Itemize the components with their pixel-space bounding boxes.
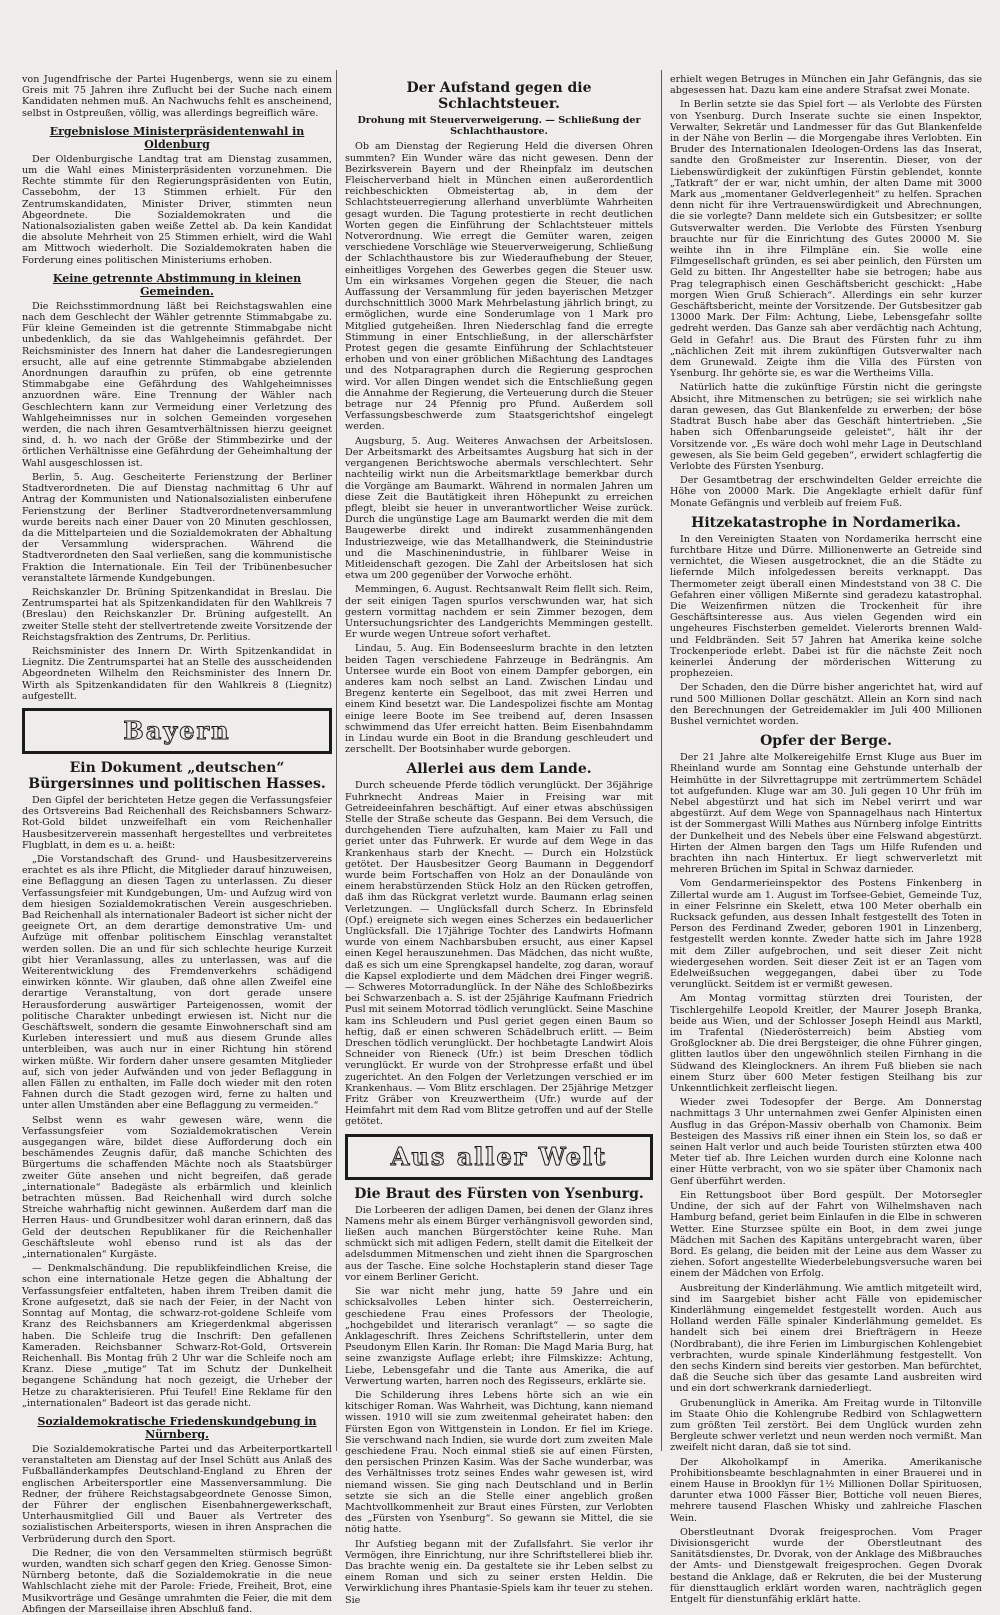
news-item: Reichsminister des Innern Dr. Wirth Spitzenkandidat in Liegnitz. Die Zentrumspartei hat an Stelle des ausscheidenden Abgeordneten Wilhelm den Reichsminister des Innern Dr. Wirth als Spitzenkandidaten für den Wahlkreis 8 (Liegnitz) aufgestellt. xyxy=(22,645,332,702)
article-body: Die Reichsstimmordnung läßt bei Reichstagswahlen eine nach dem Geschlecht der Wähler getrennte Stimmabgabe zu. Für kleine Gemeinden ist die getrennte Stimmabgabe nicht unbedenklich, da sie das Wahlgeheimnis gefährdet. Der Reichsminister des Innern hat daher die Landesregierungen ersucht, alle auf eine getrennte Stimmabgabe abzielenden Anordnungen daraufhin zu prüfen, ob eine getrennte Stimmabgabe eine Gefährdung des Wahlgeheimnisses anzuordnen wäre. Eine Trennung der Wähler nach Geschlechtern kann zur Vermeidung einer Verletzung des Wahlgeheimnisses nur in solchen Gemeinden vorgesehen werden, die nach ihren Gesamtverhältnissen hierzu geeignet sind, d. h. wo nach der Größe der Stimmbezirke und der örtlichen Verhältnisse eine Gefährdung der Geheimhaltung der Wahl ausgeschlossen ist. xyxy=(22,300,332,469)
article-body: Selbst wenn es wahr gewesen wäre, wenn die Verfassungsfeier vom Sozialdemokratischen Verein ausgegangen wäre, bildet diese Aufforderung doch ein beschämendes Zeugnis dafür, daß manche Schichten des Bürgertums die schaffenden Mächte noch als Staatsbürger zweiter Güte ansehen und nicht begreifen, daß gerade „internationale“ Badegäste als erbärmlich und kleinlich betrachten müssen. Bad Reichenhall wird durch solche Streiche wahrhaftig nicht gewinnen. Außerdem darf man die Herren Haus- und Grundbesitzer wohl daran erinnern, daß das Geld der deutschen Republikaner für die Reichenhaller Geschäftsleute wohl ebenso rund ist als das der „internationalen“ Kurgäste. xyxy=(22,1114,332,1261)
article-body: Durch scheuende Pferde tödlich verunglückt. Der 36jährige Fuhrknecht Andreas Maier in Freising war mit Getreideeinfahren beschäftigt. Auf einer etwas abschüssigen Stelle der Straße scheute das Gespann. Bei dem Versuch, die durchgehenden Tiere aufzuhalten, kam Maier zu Fall und geriet unter das Fuhrwerk. Er wurde auf dem Wege in das Krankenhaus starb der Knecht. — Durch ein Holzstück getötet. Der Hausbesitzer Georg Baumann in Deggendorf wurde beim Fortschaffen von Holz an der Donaulände von einem herabstürzenden Stück Holz an den Rücken getroffen, daß ihm das Rückgrat verletzt wurde. Baumann erlag seinen Verletzungen. — Unglücksfall durch Scherz. In Ebrinsfeld (Opf.) ereignete sich wegen eines Scherzes ein bedauerlicher Unglücksfall. Die 17jährige Tochter des Landwirts Hofmann wurde von einem Nachbarsbuben ersucht, aus einer Kapsel einen Kegel herauszunehmen. Das Mädchen, das nicht wußte, daß es sich um eine Sprengkapsel handelte, zog daran, worauf die Kapsel explodierte und dem Mädchen drei Finger wegriß. — Schweres Motorradunglück. In der Nähe des Schloßbezirks bei Schwarzenbach a. S. ist der 25jährige Kaufmann Friedrich Pusl mit seinem Motorrad tödlich verunglückt. Seine Maschine kam ins Schleudern und Pusl geriet gegen einen Baum so heftig, daß er einen schweren Schädelbruch erlitt. — Beim Dreschen tödlich verunglückt. Der hochbetagte Landwirt Alois Schneider von Rieneck (Ufr.) ist beim Dreschen tödlich verunglückt. Er wurde von der Strohpresse erfaßt und übel zugerichtet. An den Folgen der Verletzungen verschied er im Krankenhaus. — Vom Blitz erschlagen. Der 25jährige Metzger Fritz Gräber von Kreuzwertheim (Ufr.) wurde auf der Heimfahrt mit dem Rad vom Blitze getroffen und auf der Stelle getötet. xyxy=(345,780,653,1128)
column-right xyxy=(670,74,982,1605)
news-item: — Denkmalschändung. Die republikfeindlichen Kreise, die schon eine internationale Hetze gegen die Abhaltung der Verfassungsfeier entfalteten, haben ihrem Treiben damit die Krone aufgesetzt, daß sie nach der Feier, in der Nacht von Sonntag auf Montag, die schwarz-rot-goldene Schleife vom Kranz des Reichsbanners am Kriegerdenkmal abgerissen haben. Die Schleife trug die Inschrift: Den gefallenen Kameraden. Reichsbanner Schwarz-Rot-Gold, Ortsverein Reichenhall. Bis Montag früh 2 Uhr war die Schleife noch am Kranz. Diese „mutige“ Tat im Schutz der Dunkelheit begangene Schändung hat noch gezeigt, die Urheber der Hetze zu charakterisieren. Pfui Teufel! Eine Reklame für den „internationalen“ Badeort ist das gerade nicht. xyxy=(22,1263,332,1409)
article-body: Am Montag vormittag stürzten drei Touristen, der Tischlergehilfe Leopold Kreitler, der Maurer Joseph Branka, beide aus Wien, und der Schlosser Joseph Heindl aus Marktl, im Trafental (Niederösterreich) beim Abstieg vom Großglockner ab. Die drei Bergsteiger, die ohne Führer gingen, glitten lautlos über den ungewöhnlich steilen Firnhang in die Südwand des Kleinglockners. An ihrem Fuß blieben sie nach einem Sturz über 600 Meter festigen Steilhang bis zur Unkenntlichkeit zerfleischt liegen. xyxy=(670,993,982,1095)
article-body: In Berlin setzte sie das Spiel fort — als Verlobte des Fürsten von Ysenburg. Durch Inserate suchte sie einen Inspektor, Verwalter, Sekretär und Landmesser für das Gut Blankenfelde in der Nähe von Berlin — die Morgengabe ihres Verlobten. Ein Bruder des Internationalen Ideologen-Ordens las das Inserat, sandte den Großmeister zur Inserentin. Dieser, von der Liebenswürdigkeit der zukünftigen Fürstin geblendet, konnte „Tatkraft“ der er war, nicht umhin, der alten Dame mit 3000 Mark aus „momentaner Geldverlegenheit“ zu helfen. Sprachen denn nicht für ihre Vertrauenswürdigkeit und Abrechnungen, die sie vorlegte? Dann meldete sich ein Gutsbesitzer; er sollte Gutsverwalter werden. Die Verlobte des Fürsten Ysenburg brauchte nur für die Einrichtung des Gutes 20000 M. Sie weihte ihn in ihre Filmpläne ein. Sie wolle eine Filmgesellschaft gründen, es sei aber peinlich, den Fürsten um Geld zu bitten. Ihr Angestellter habe sie betrogen; habe aus Prag telegraphisch einen Geschäftsbericht geschickt: „Habe morgen Wien Gruß Schierach“. Allerdings ein sehr kurzer Geschäftsbericht, meinte der Vorsitzende. Der Gutsbesitzer gab 13000 Mark. Der Film: Achtung, Liebe, Lebensgefahr sollte gedreht werden. Das Ganze sah aber verdächtig nach Achtung, Geld in Gefahr! aus. Die Braut des Fürsten fuhr zu ihm „nächlichen Zeit mit ihrem zukünftigen Gutsverwalter nach dem Grunewald. Zeigte ihm die Villa des Fürsten von Ysenburg. Ihr gehörte sie, es war die Wertheims Villa. xyxy=(670,99,982,380)
article-body: Der Oldenburgische Landtag trat am Dienstag zusammen, um die Wahl eines Ministerpräsidenten vorzunehmen. Die Rechte stimmte für den Regierungspräsidenten von Eutin, Cassebohm, der 13 Stimmen erhielt. Für den Zentrumskandidaten, Minister Driver, stimmten neun Abgeordnete. Die Sozialdemokraten und die Nationalsozialisten gaben weiße Zettel ab. Da kein Kandidat die absolute Mehrheit von 25 Stimmen erhielt, wird die Wahl am Mittwoch wiederholt. Die Sozialdemokraten haben die Forderung eines politischen Ministeriums erhoben. xyxy=(22,153,332,266)
article-continuation: von Jugendfrische der Partei Hugenbergs, wenn sie zu einem Greis mit 75 Jahren ihre Zuflucht bei der Suche nach einem Kandidaten nehmen muß. An Nachwuchs fehlt es anscheinend, selbst in Ostpreußen, völlig, was allerdings begreiflich wäre. xyxy=(22,74,332,119)
article-body: Die Sozialdemokratische Partei und das Arbeiterportkartell veranstalteten am Dienstag auf der Insel Schütt aus Anlaß des Fußballänderkampfes Deutschland-England zu Ehren der englischen Arbeitersportler eine Massenversammlung. Die Redner, der frühere Reichstagsabgeordnete Genosse Simon, der Führer der englischen Eisenbahnergewerkschaft, Unterhausmitglied Gill und Bauer als Vertreter des sozialistischen Arbeitersports, wiesen in ihren Ansprachen die Verbrüderung durch den Sport. xyxy=(22,1443,332,1545)
news-item: Memmingen, 6. August. Rechtsanwalt Reim flellt sich. Reim, der seit einigen Tagen spurlos verschwunden war, hat sich gestern vormittag nachdem er sein Zimmer bezogen, dem Untersuchungsrichter des Landgerichts Memmingen gestellt. Er wurde wegen Untreue sofort verhaftet. xyxy=(345,584,653,641)
article-continuation: erhielt wegen Betruges in München ein Jahr Gefängnis, das sie abgesessen hat. Dazu kam eine andere Strafsat zwei Monate. xyxy=(670,74,982,97)
article-body: Natürlich hatte die zukünftige Fürstin nicht die geringste Absicht, ihre Mitmenschen zu betrügen; sie sei wirklich nahe daran gewesen, das Gut Blankenfelde zu erwerben; der böse Stadtrat Busch habe aber das Geschäft hintertrieben. „Sie haben sich Offenbarungseide geleistet“, hält ihr der Vorsitzende vor. „Es wäre doch wohl mehr Lage in Deutschland gewesen, als Sie beim Geld gegeben“, erwidert schlagfertig die Verlobte des Fürsten Ysenburg. xyxy=(670,382,982,472)
article-body: In den Vereinigten Staaten von Nordamerika herrscht eine furchtbare Hitze und Dürre. Millionenwerte an Getreide sind vernichtet, die Wiesen ausgetrocknet, die an die Städte zu liefernde Milch infolgedessen bereits verknappt. Das Thermometer zeigt überall einen Mindeststand von 38 C. Die Gefahren einer völligen Mißernte sind geradezu katastrophal. Die Weizenfirmen nützen die Trockenheit für ihre Geschäftsinteresse aus. Aus vielen Gegenden wird ein ungeheures Fischsterben gemeldet. Vielerorts brennen Wald- und Feldbränden. Seit 57 Jahren hat Amerika keine solche Trockenperiode erlebt. Dabei ist für die nächste Zeit noch keinerlei Änderung der mörderischen Witterung zu prophezeien. xyxy=(670,533,982,680)
news-item: Grubenunglück in Amerika. Am Freitag wurde in Tiltonville im Staate Ohio die Kohlengrube Redbird von Schlagwettern zum größten Teil zerstört. Bei dem Unglück wurden zehn Bergleute schwer verletzt und neun werden noch vermißt. Man zweifelt nicht daran, daß sie tot sind. xyxy=(670,1397,982,1454)
headline-dokument: Ein Dokument „deutschen“ Bürgersinnes und politischen Hasses. xyxy=(28,759,326,792)
article-quote: „Die Vorstandschaft des Grund- und Hausbesitzervereins erachtet es als ihre Pflicht, die Mitglieder darauf hinzuweisen, eine Beflaggung an diesen Tagen zu unterlassen. Zu dieser Verfassungsfeier mit Kundgebungen, Um- und Aufzug wird von dem hiesigen Sozialdemokratischen Verein ausgeschrieben. Bad Reichenhall als internationaler Badeort ist sicher nicht der geeignete Ort, an dem derartige demonstrative Um- und Aufzüge mit offenbar politischem Einschlag veranstaltet werden sollen. Die an und für sich schlechte heurige Kurzeit gibt hier Veranlassung, alles zu unterlassen, was auf die Weiterentwicklung des Fremdenverkehrs schädigend einwirken könnte. Wir glauben, daß ohne allen Zweifel eine derartige Veranstaltung, von dort gerade unsere Herausforderung auswärtiger Parteigenossen, womit der politische Charakter unbedingt erwiesen ist. Nicht nur die Geschäftswelt, sondern die gesamte Einwohnerschaft sind am Kurleben interessiert und muß aus diesem Grunde alles unterbleiben, was auch nur in einer Richtung hin störend wirken müßte. Wir fordern daher unsere gesamten Mitglieder auf, sich von jeder Aufwänden und von jeder Beflaggung in allen Fällen zu enthalten, im Falle doch wieder mit den roten Fahnen durch die Stadt gezogen wird, ferne zu halten und unter allen Umständen aber eine Beflaggung zu vermeiden.“ xyxy=(22,853,332,1112)
article-body: Der Schaden, den die Dürre bisher angerichtet hat, wird auf rund 500 Millionen Dollar geschätzt. Allein an Korn sind nach den Berechnungen der Getreidemakler im Juli 400 Millionen Bushel vernichtet worden. xyxy=(670,682,982,727)
column-rule xyxy=(661,70,662,1451)
article-body: Die Lorbeeren der adligen Damen, bei denen der Glanz ihres Namens mehr als einem Bürger verhängnisvoll geworden sind, ließen auch manchen Bürgerstöchter keine Ruhe. Man schmückt sich mit adligen Federn, stellt damit die Eitelkeit der adelsdummen Mitmenschen und zieht ihnen die Spargroschen aus der Tasche. Eine solche Hochstaplerin stand dieser Tage vor einem Berliner Gericht. xyxy=(345,1204,653,1283)
article-body: Der 21 Jahre alte Molkereigehilfe Ernst Kluge aus Buer im Rheinland wurde am Sonntag eine Gehstunde unterhalb der Heimhütte in der Silvrettagruppe mit zertrümmertem Schädel tot aufgefunden. Kluge war am 30. Juli gegen 10 Uhr früh im Nebel abgestürzt und hat sich im Nebel verirrt und war abgestürzt. Auf dem Wege von Spannagelhaus nach Hintertux ist der Sommergast Willi Mathes aus Nürnberg infolge Eintritts der Dunkelheit und des Nebels über eine Felswand abgestürzt. Hirten der Almen bargen den Tags um Hilfe Rufenden und brachten ihn nach Hintertux. Er liegt schwerverletzt mit mehreren Brüchen im Spital in Schwaz darnieder. xyxy=(670,752,982,876)
article-body: Die Schilderung ihres Lebens hörte sich an wie ein kitschiger Roman. Was Wahrheit, was Dichtung, kann niemand wissen. 1910 will sie zum zweitenmal geheiratet haben: den Fürsten Egon von Wittgenstein in London. Er fiel im Kriege. Sie verschwand nach Indien, sie wurde dort zum zweiten Male geschiedene Frau. Noch einmal stieß sie auf einen Fürsten, den persischen Prinzen Kasim. Was der Sache wunderbar, was des Verhältnisses trotz seines Endes wahr gewesen ist, wird niemand wissen. Sie ging nach Deutschland und in Berlin setzte sie sich an die Stelle einer angeblich großen Machtvollkommenheit zur Braut eines Fürsten, zur Verlobten des „Fürsten von Ysenburg“. So gewann sie Mittel, die sie nötig hatte. xyxy=(345,1389,653,1536)
section-banner-aus-aller-welt: Aus aller Welt xyxy=(345,1134,653,1180)
news-item: Reichskanzler Dr. Brüning Spitzenkandidat in Breslau. Die Zentrumspartei hat als Spitzenkandidaten für den Wahlkreis 7 (Breslau) den Reichskanzler Dr. Brüning aufgestellt. An zweiter Stelle steht der stellvertretende zweite Vorsitzende der Reichstagsfraktion des Zentrums, Dr. Perlitius. xyxy=(22,586,332,643)
news-item: Der Alkoholkampf in Amerika. Amerikanische Prohibitionsbeamte beschlagnahmten in einer Brauerei und in einem Hause in Brooklyn für 1½ Millionen Dollar Spirituosen, darunter etwa 1000 Fässer Bier, Bottiche voll neuen Bieres, mehrere tausend Flaschen Whisky und zahlreiche Flaschen Wein. xyxy=(670,1456,982,1524)
article-body: Sie war nicht mehr jung, hatte 59 Jahre und ein schicksalvolles Leben hinter sich. Oesterreicherin, geschiedene Frau eines Professors der Theologie, „hochgebildet und literarisch veranlagt“ — so sagte die Anklageschrift. Ihres Zeichens Schriftstellerin, unter dem Pseudonym Ellen Karin. Ihr Roman: Die Magd Maria Burg, hat seine zwanzigste Auflage erlebt; ihre Filmskizze: Achtung, Liebe, Lebensgefahr und die Tante aus Amerika, die auf Verwertung warten, harren noch des Regisseurs, erklärte sie. xyxy=(345,1286,653,1387)
news-item: Ausbreitung der Kinderlähmung. Wie amtlich mitgeteilt wird, sind im Saargebiet bisher acht Fälle von epidemischer Kinderlähmung eingemeldet festgestellt worden. Auch aus Holland werden Fälle spinaler Kinderlähmung gemeldet. Es handelt sich bei einem drei Briefträgern in Heeze (Nordbrabant), die ihre Ferien im Limburgischen Kohlengebiet verbrachten, wurde spinale Kinderlähmung festgestellt. Von den sechs Kindern sind bereits vier gestorben. Man befürchtet, daß die Seuche sich über das gesamte Land ausbreiten wird und ein dort schwerkrank darniederliegt. xyxy=(670,1282,982,1395)
article-body: Ob am Dienstag der Regierung Held die diversen Ohren summten? Ein Wunder wäre das nicht gewesen. Denn der Bezirksverein Bayern und der Rheinpfalz im deutschen Fleischerverband hielt in München einen außerordentlich reichbeschickten Obmeistertag ab, in dem der Schlachtsteuerregierung allerhand unverblümte Wahrheiten gesagt wurden. Die Tagung protestierte in recht deutlichen Worten gegen die Einführung der Schlachtsteuer mittels Notverordnung. Wie erregt die Gemüter waren, zeigen verschiedene Vorschläge wie Steuerverweigerung, Schließung der Schlachthaustore bis zur Wiederaufhebung der Steuer, einheitliges Vorgehen des Gewerbes gegen die Steuer usw. Um ein wirksames Vorgehen gegen die Steuer, die nach Auffassung der Versammlung für jeden bayerischen Metzger durchschnittlich 3000 Mark Mehrbelastung jährlich bringt, zu ermöglichen, wurde eine Sonderumlage von 1 Mark pro Mitglied gutgeheißen. Ihren Niederschlag fand die erregte Stimmung in einer Entschließung, in der allerschärfster Protest gegen die gesamte Einführung der Schlachtsteuer erhoben und von einer gröblichen Mißachtung des Landtages und des Notparagraphen durch die Regierung gesprochen wird. Vor allen Dingen wendet sich die Entschließung gegen die Annahme der Regierung, die Verteuerung durch die Steuer betrage nur 24 Pfennig pro Pfund. Außerdem soll Verfassungsbeschwerde zum Staatsgerichtshof eingelegt werden. xyxy=(345,141,653,433)
news-item: Ein Rettungsboot über Bord gespült. Der Motorsegler Undine, der sich auf der Fahrt von Wilhelmshaven nach Hamburg befand, geriet beim Einlaufen in die Elbe in schweren Wetter. Eine Sturzsee spülte ein Boot, in dem zwei junge Mädchen mit Sachen des Kapitäns untergebracht waren, über Bord. Es gelang, die beiden mit der Leine aus dem Wasser zu ziehen. Sofort angestellte Wiederbelebungsversuche waren bei einem der Mädchen von Erfolg. xyxy=(670,1189,982,1280)
column-left xyxy=(22,74,332,1615)
news-item: Berlin, 5. Aug. Gescheiterte Ferienstzung der Berliner Stadtverordneten. Die auf Dienstag nachmittag 6 Uhr auf Antrag der Kommunisten und Nationalsozialisten einberufene Ferienstzung der Berliner Stadtverordnetenversammlung wurde bereits nach einer Dauer von 20 Minuten geschlossen, da die Mittelparteien und die Sozialdemokraten der Abhaltung der Versammlung widersprachen. Während die Stadtverordneten den Saal verließen, sang die kommunistische Fraktion die Internationale. Ein Teil der Tribünenbesucher veranstaltete lärmende Kundgebungen. xyxy=(22,471,332,584)
news-item: Lindau, 5. Aug. Ein Bodenseeslurm brachte in den letzten beiden Tagen verschiedene Fahrzeuge in Bedrängnis. Am Untersee wurde ein Boot von einem Dampfer geborgen, ein anderes kam noch selbst an Land. Zwischen Lindau und Bregenz kenterte ein Segelboot, das mit zwei Herren und einem Kind besetzt war. Die Landespolizei fischte am Montag einige leere Boote im See treibend auf, deren Insassen schwimmend das Ufer erreicht hatten. Beim Eisenbahndamm in Lindau wurde ein Boot in die Brandung geschleudert und zerschellt. Der Bootsinhaber wurde geborgen. xyxy=(345,643,653,756)
article-body: Der Gesamtbetrag der erschwindelten Gelder erreichte die Höhe von 20000 Mark. Die Angeklagte erhielt dafür fünf Monate Gefängnis und verbleib auf freiem Fuß. xyxy=(670,475,982,509)
headline-hitzekatastrophe: Hitzekatastrophe in Nordamerika. xyxy=(691,514,961,531)
article-body: Die Redner, die von den Versammelten stürmisch begrüßt wurden, wandten sich scharf gegen den Krieg. Genosse Simon-Nürnberg betonte, daß die Sozialdemokratie in die neue Wahlschlacht ziehe mit der Parole: Friede, Freiheit, Brot, eine Musikvorträge und Gesänge umrahmten die Feier, die mit dem Abfingen der Marseillaise ihren Abschluß fand. xyxy=(22,1547,332,1615)
headline-braut: Die Braut des Fürsten von Ysenburg. xyxy=(354,1185,644,1202)
headline-allerlei: Allerlei aus dem Lande. xyxy=(406,761,592,778)
article-body: Ihr Aufstieg begann mit der Zufallsfahrt. Sie verlor ihr Vermögen, ihre Einrichtung, nur ihre Schriftstellerei blieb ihr. Das brachte wenig ein. Da gestaltete sie ihr Leben selbst zu einem Roman und sich zu seiner ersten Heldin. Die Verwirklichung ihres Phantasie-Spiels kam ihr teuer zu stehen. Sie xyxy=(345,1538,653,1606)
headline-schlachtsteuer: Der Aufstand gegen die Schlachtsteuer. xyxy=(406,80,592,112)
article-body: Den Gipfel der berichteten Hetze gegen die Verfassungsfeier des Ortsvereins Bad Reichenhall des Reichsbanners Schwarz-Rot-Gold bildet unzweifelhaft ein vom Reichenhaller Hausbesitzerverein massenhaft hergestelltes und verbreitetes Flugblatt, in dem es u. a. heißt: xyxy=(22,794,332,851)
column-rule xyxy=(336,70,337,1451)
news-item: Oberstleutnant Dvorak freigesprochen. Vom Prager Divisionsgericht wurde der Oberstleutnant des Sanitätsdienstes, Dr. Dvorak, von der Anklage des Mißbrauches der Amts- und Dienstgewalt freigesprochen. Gegen Dvorak bestand die Anklage, daß er Rekruten, die bei der Musterung für diensttauglich erklärt worden waren, nachträglich gegen Entgelt für dienstunfähig erklärt hatte. xyxy=(670,1526,982,1605)
news-item: Augsburg, 5. Aug. Weiteres Anwachsen der Arbeitslosen. Der Arbeitsmarkt des Arbeitsamtes Augsburg hat sich in der vergangenen Berichtswoche abermals verschlechtert. Sehr nachteilig wirkt nun die Arbeitsmarktlage bemerkbar durch die Vorgänge am Baumarkt. Während in normalen Jahren um diese Zeit die Bautätigkeit ihren Höhepunkt zu erreichen pflegt, bleibt sie heuer in unverantwortlicher Weise zurück. Durch die ungünstige Lage am Baumarkt werden die mit dem Baugewerbe direkt und indirekt zusammenhängenden Industriezweige, wie das Metallhandwerk, die Steinindustrie und die Maschinenindustrie, in fühlbarer Weise in Mitleidenschaft gezogen. Die Zahl der Arbeitslosen hat sich etwa um 200 gegenüber der Vorwoche erhöht. xyxy=(345,435,653,582)
headline-oldenburg: Ergebnislose Ministerpräsidentenwahl in Oldenburg xyxy=(49,124,305,151)
subheadline: Drohung mit Steuerverweigerung. — Schließung der Schlachthaustore. xyxy=(357,115,641,138)
article-body: Vom Gendarmerieinspektor des Postens Finkenberg in Zillertal wurde am 1. August im Torfsee-Gebiet, Gemeinde Tuz, in einer Felsrinne ein Skelett, etwa 100 Meter oberhalb ein Rucksack gefunden, aus dessen Inhalt festgestellt des Toten in Person des Ferdinand Zweder, geboren 1901 in Linzenberg, festgestellt werden konnte. Zweder hatte sich im Jahre 1928 mit dem Ziller aufgebrochen, und seit dieser Zeit nicht wiedergesehen worden. Seit dieser Zeit ist er an Tagen vom Edelweißsuchen weggegangen, dabei über zu Tode verunglückt. Seitdem ist er vermißt gewesen. xyxy=(670,878,982,991)
headline-nuernberg: Sozialdemokratische Friedenskundgebung in Nürnberg. xyxy=(37,1414,317,1441)
headline-abstimmung: Keine getrennte Abstimmung in kleinen Gemeinden. xyxy=(52,271,302,298)
headline-opfer-der-berge: Opfer der Berge. xyxy=(760,733,892,750)
news-item: Wieder zwei Todesopfer der Berge. Am Donnerstag nachmittags 3 Uhr unternahmen zwei Genfer Alpinisten einen Ausflug in das Grépon-Massiv oberhalb von Chamonix. Beim Besteigen des Massivs riß einer ihnen ein Stein los, so daß er seinen Halt verlor und auch beide Touristen stürzten etwa 400 Meter tief ab. Ihre Leichen wurden durch eine Kolonne nach einer Hütte verbracht, von wo sie später über Chamonix nach Genf überführt werden. xyxy=(670,1097,982,1187)
section-banner-bayern: Bayern xyxy=(22,708,332,754)
column-middle xyxy=(345,74,653,1606)
